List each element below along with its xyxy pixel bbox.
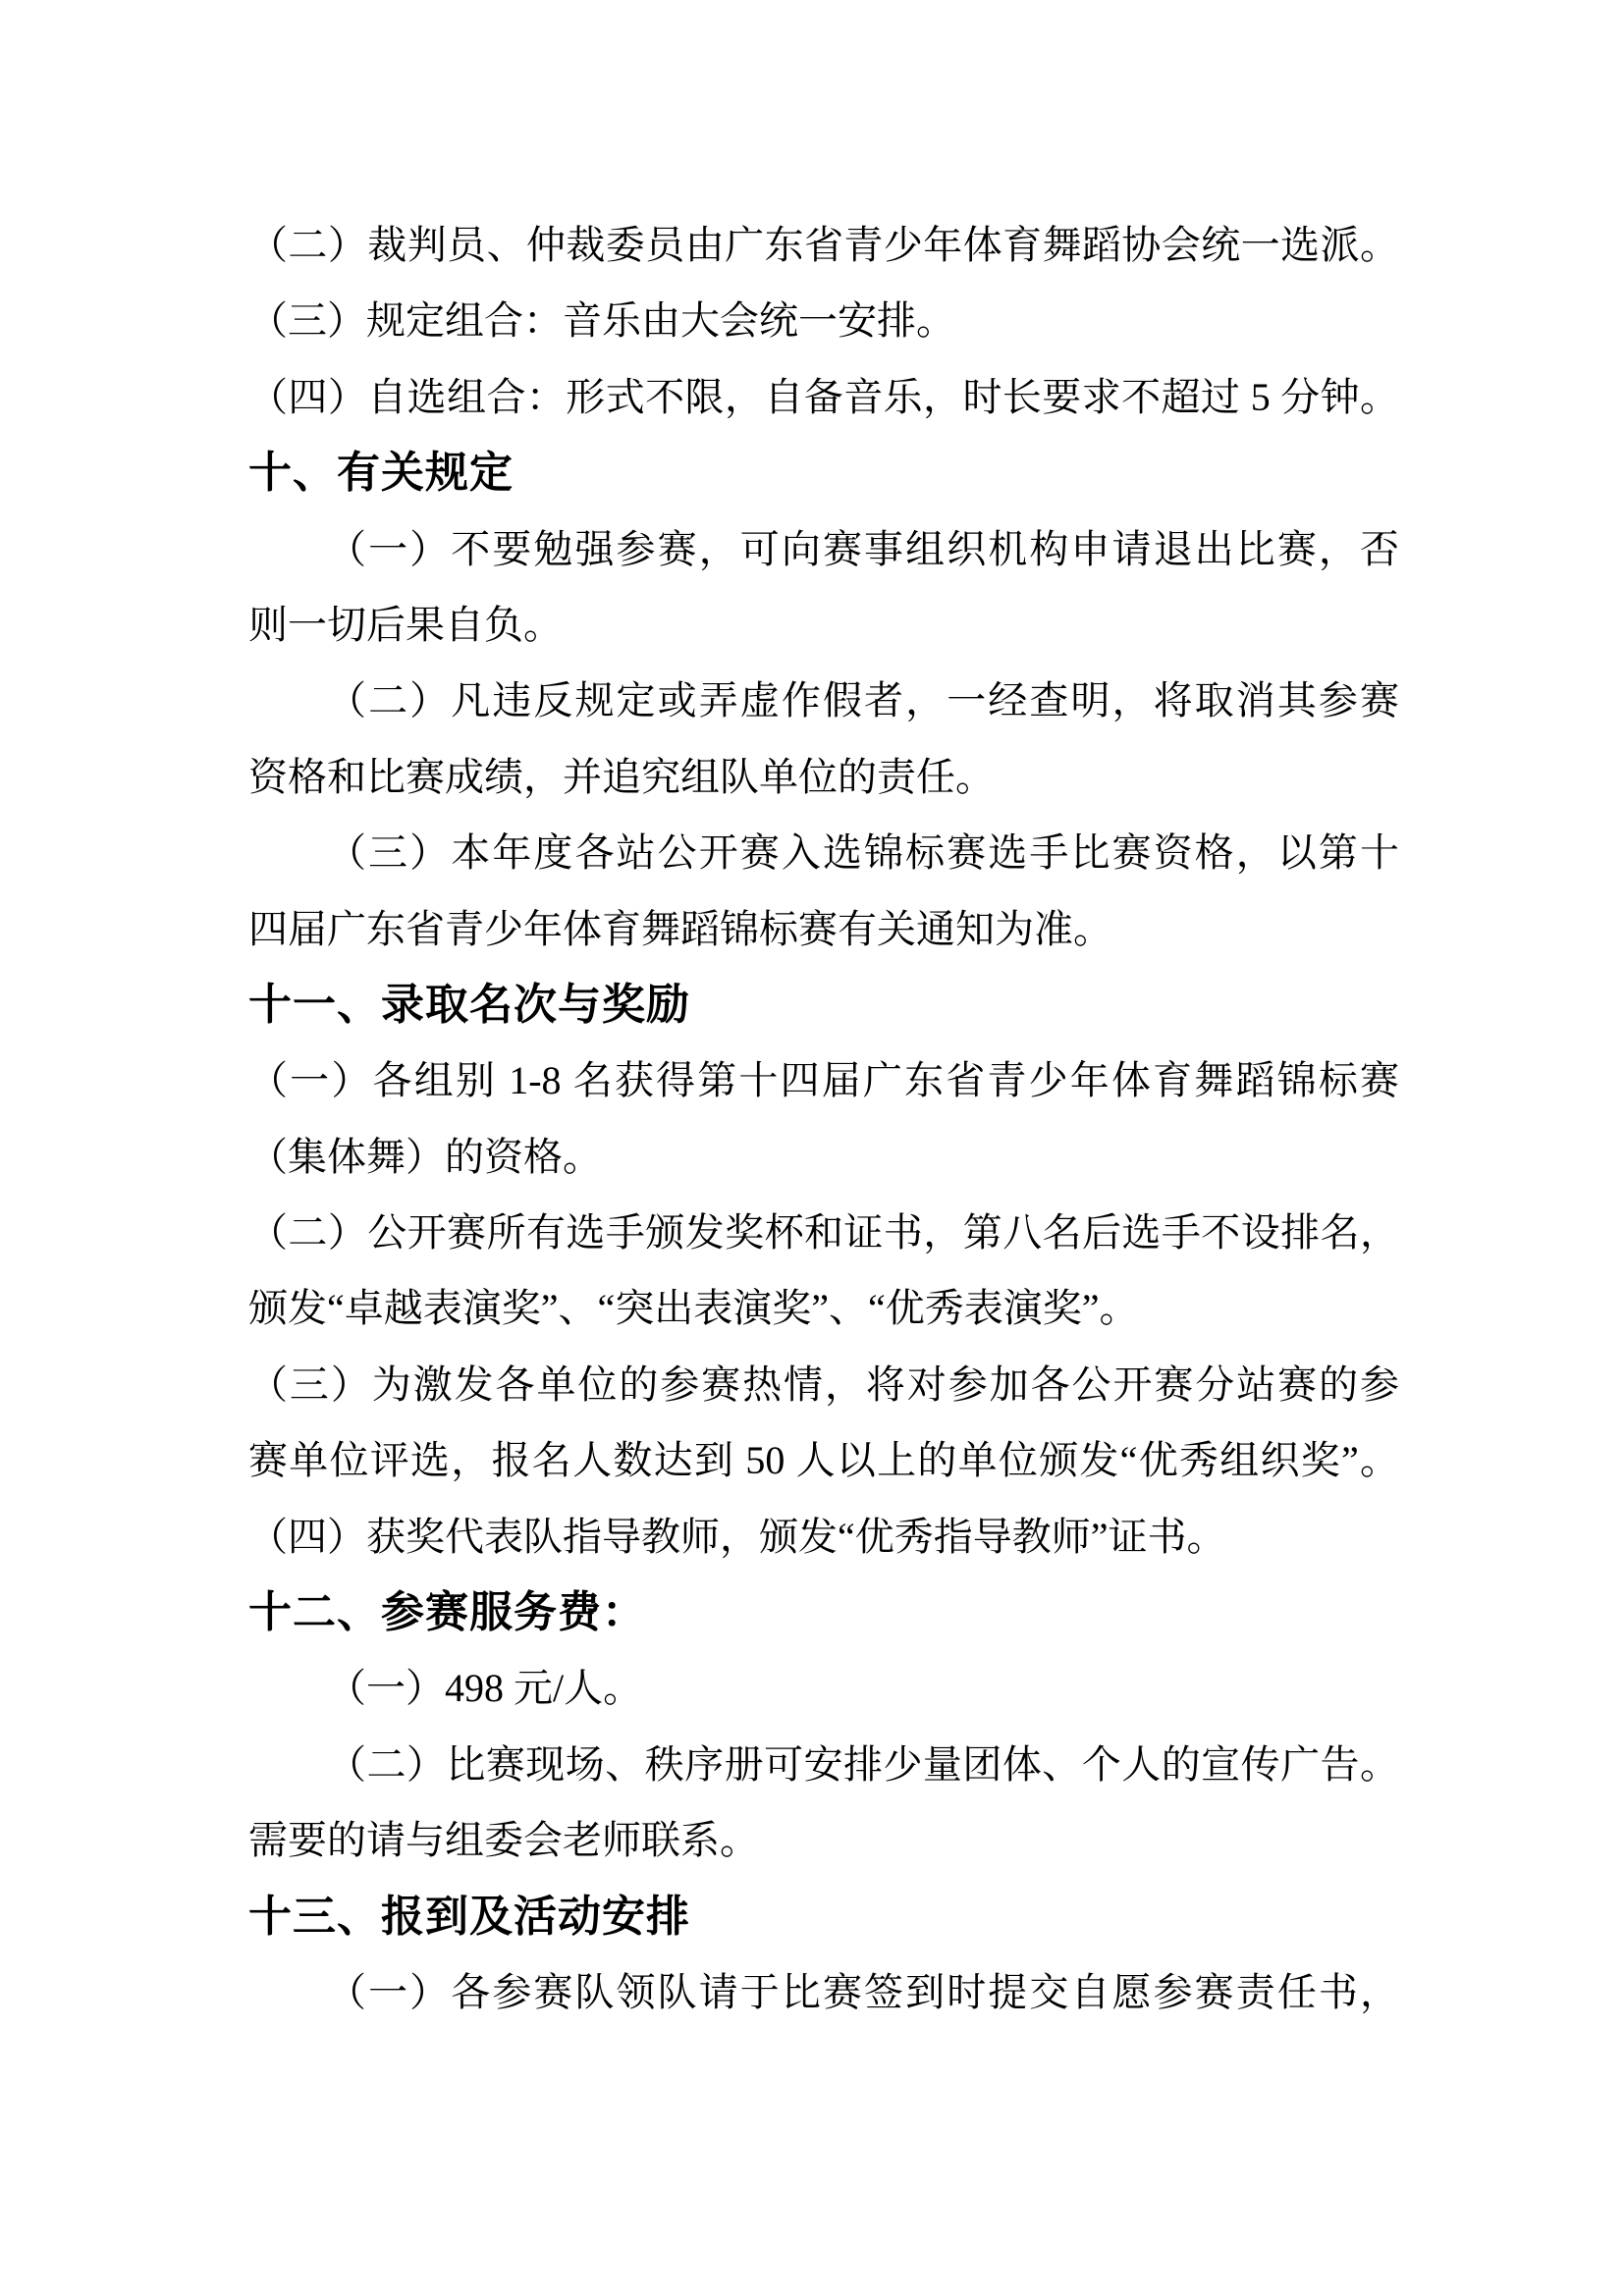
section-heading: 十二、参赛服务费： xyxy=(248,1588,646,1637)
text-line: 资格和比赛成绩，并追究组队单位的责任。 xyxy=(248,754,995,799)
section-heading: 十一、录取名次与奖励 xyxy=(248,980,690,1029)
text-line: （二）凡违反规定或弄虚作假者，一经查明，将取消其参赛 xyxy=(327,678,1399,723)
text-line: （四）获奖代表队指导教师，颁发“优秀指导教师”证书。 xyxy=(248,1514,1226,1559)
text-line: （一）各参赛队领队请于比赛签到时提交自愿参赛责任书， xyxy=(327,1969,1399,2014)
text-line: （二）裁判员、仲裁委员由广东省青少年体育舞蹈协会统一选派。 xyxy=(248,223,1399,267)
text-line: （四）自选组合：形式不限，自备音乐，时长要求不超过 5 分钟。 xyxy=(248,374,1399,419)
text-line: （一）498 元/人。 xyxy=(327,1666,643,1711)
text-line: （一）不要勉强参赛，可向赛事组织机构申请退出比赛，否 xyxy=(327,526,1399,571)
text-line: 颁发“卓越表演奖”、“突出表演奖”、“优秀表演奖”。 xyxy=(248,1286,1139,1331)
text-line: （三）本年度各站公开赛入选锦标赛选手比赛资格，以第十 xyxy=(327,830,1399,876)
text-line: （三）规定组合：音乐由大会统一安排。 xyxy=(248,298,955,344)
text-line: （集体舞）的资格。 xyxy=(248,1134,602,1179)
text-line: （一）各组别 1-8 名获得第十四届广东省青少年体育舞蹈锦标赛 xyxy=(248,1058,1399,1103)
text-line: 赛单位评选，报名人数达到 50 人以上的单位颁发“优秀组织奖”。 xyxy=(248,1438,1399,1483)
text-line: 需要的请与组委会老师联系。 xyxy=(248,1818,759,1863)
text-line: （三）为激发各单位的参赛热情，将对参加各公开赛分站赛的参 xyxy=(248,1362,1399,1407)
text-line: （二）比赛现场、秩序册可安排少量团体、个人的宣传广告。 xyxy=(327,1741,1399,1787)
document-body xyxy=(248,207,1399,2030)
section-heading: 十三、报到及活动安排 xyxy=(248,1892,690,1941)
text-line: （二）公开赛所有选手颁发奖杯和证书，第八名后选手不设排名， xyxy=(248,1210,1399,1255)
text-line: 四届广东省青少年体育舞蹈锦标赛有关通知为准。 xyxy=(248,906,1112,951)
section-heading: 十、有关规定 xyxy=(248,449,514,498)
text-line: 则一切后果自负。 xyxy=(248,602,563,647)
